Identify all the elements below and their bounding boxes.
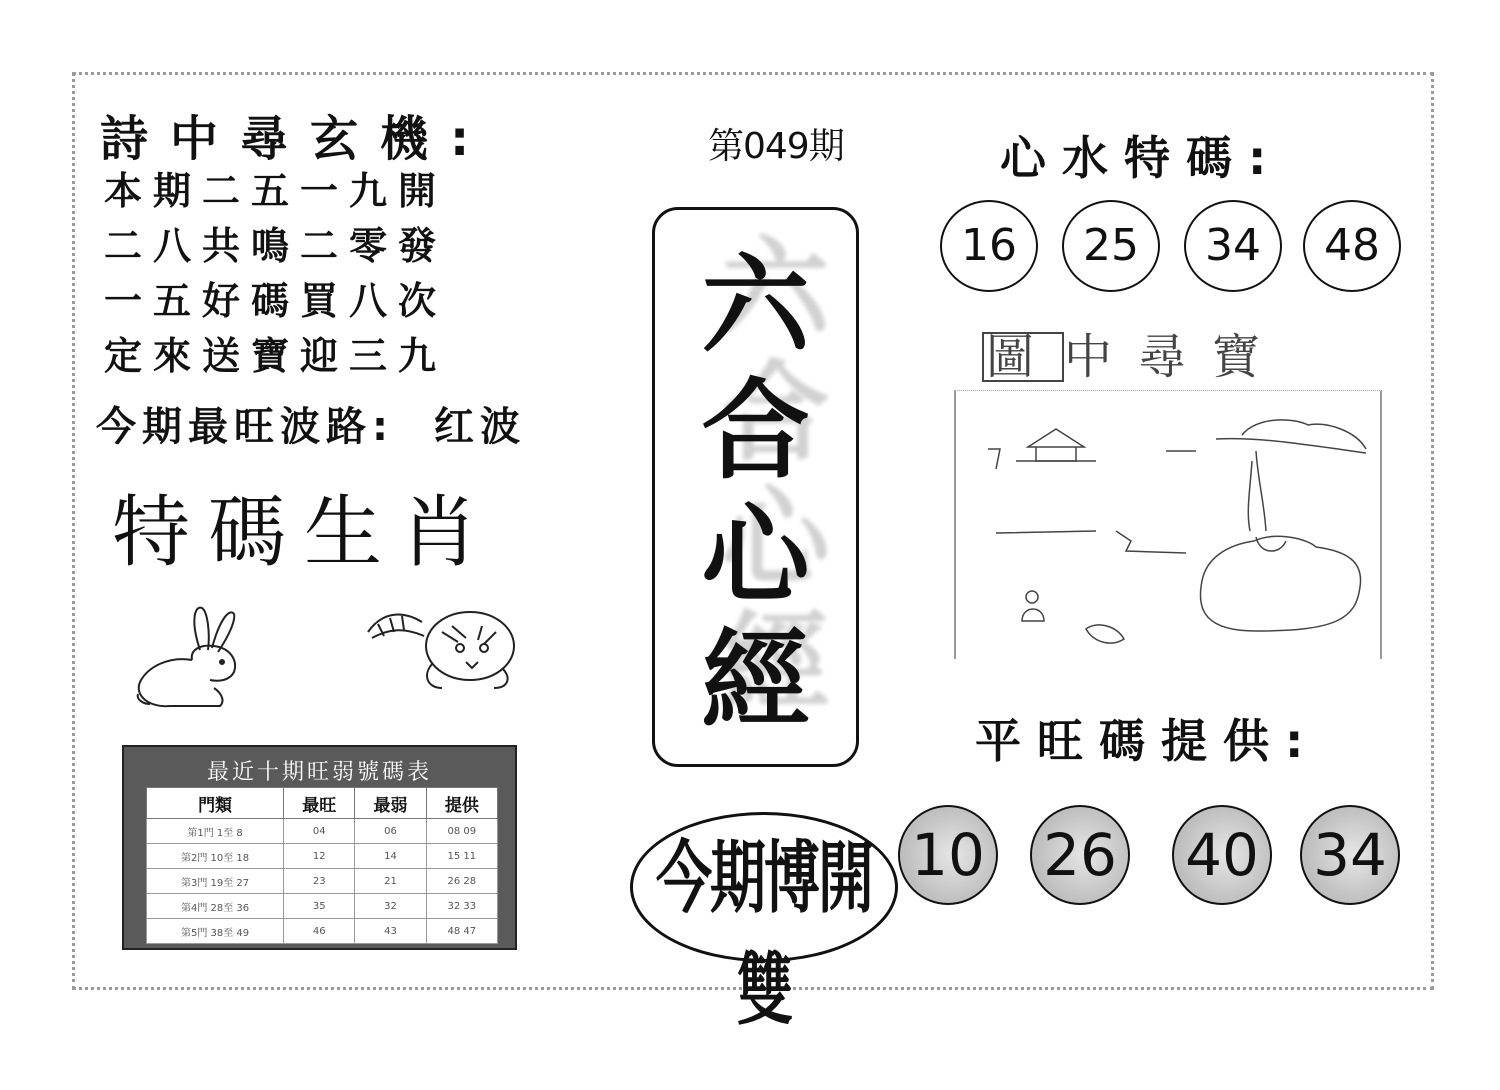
main-title: 六合心經 bbox=[701, 244, 810, 744]
poem-line: 本期二五一九開 bbox=[104, 168, 448, 213]
table-cell: 第5門 38至 49 bbox=[147, 919, 284, 944]
odd-even-text: 今期博開雙 bbox=[656, 833, 872, 1037]
tiger-icon bbox=[362, 602, 522, 694]
flat-number-ball: 10 bbox=[898, 805, 998, 905]
issue-number: 第049期 bbox=[708, 126, 844, 167]
poem-line: 一五好碼買八次 bbox=[104, 278, 448, 323]
poem-line: 二八共鳴二零發 bbox=[104, 223, 448, 268]
hot-wave-value: 红波 bbox=[434, 404, 526, 450]
table-cell: 第4門 28至 36 bbox=[147, 894, 284, 919]
flat-number-ball: 40 bbox=[1172, 805, 1272, 905]
stats-table bbox=[146, 787, 498, 944]
table-cell: 26 28 bbox=[426, 869, 497, 894]
table-header-row bbox=[147, 788, 498, 819]
table-cell: 第2門 10至 18 bbox=[147, 844, 284, 869]
map-title-first: 圖 bbox=[982, 332, 1064, 382]
table-cell: 32 33 bbox=[426, 894, 497, 919]
map-title bbox=[982, 318, 1286, 387]
special-number-ball: 48 bbox=[1303, 200, 1401, 292]
table-cell: 第1門 1至 8 bbox=[147, 819, 284, 844]
table-cell: 第3門 19至 27 bbox=[147, 869, 284, 894]
rabbit-icon bbox=[130, 600, 260, 715]
table-cell: 12 bbox=[284, 844, 355, 869]
table-cell: 35 bbox=[284, 894, 355, 919]
special-number-ball: 25 bbox=[1062, 200, 1160, 292]
title-box bbox=[652, 207, 859, 767]
table-cell: 21 bbox=[355, 869, 426, 894]
table-cell: 48 47 bbox=[426, 919, 497, 944]
poem-title: 詩中尋玄機: bbox=[100, 111, 492, 167]
hot-wave bbox=[96, 395, 526, 452]
table-header: 最弱 bbox=[355, 788, 426, 819]
table-row bbox=[147, 844, 498, 869]
table-cell: 08 09 bbox=[426, 819, 497, 844]
table-title: 最近十期旺弱號碼表 bbox=[206, 760, 432, 785]
flat-code-title: 平旺碼提供: bbox=[975, 714, 1320, 768]
map-title-rest: 中尋寶 bbox=[1064, 329, 1287, 385]
treasure-picture bbox=[954, 390, 1382, 659]
table-row bbox=[147, 869, 498, 894]
odd-even-oval bbox=[630, 812, 898, 1037]
table-cell: 43 bbox=[355, 919, 426, 944]
hot-wave-label: 今期最旺波路: bbox=[96, 404, 394, 450]
number-table bbox=[122, 745, 517, 950]
table-header: 提供 bbox=[426, 788, 497, 819]
table-row bbox=[147, 894, 498, 919]
table-cell: 46 bbox=[284, 919, 355, 944]
poem-line: 定來送寶迎三九 bbox=[104, 333, 448, 378]
table-row bbox=[147, 919, 498, 944]
table-cell: 04 bbox=[284, 819, 355, 844]
table-cell: 15 11 bbox=[426, 844, 497, 869]
special-title: 心水特碼: bbox=[1000, 131, 1283, 185]
table-cell: 06 bbox=[355, 819, 426, 844]
landscape-illustration bbox=[956, 391, 1380, 659]
special-number-ball: 16 bbox=[940, 200, 1038, 292]
table-cell: 14 bbox=[355, 844, 426, 869]
table-cell: 32 bbox=[355, 894, 426, 919]
special-number-ball: 34 bbox=[1184, 200, 1282, 292]
zodiac-title: 特碼生肖 bbox=[112, 488, 497, 578]
table-row bbox=[147, 819, 498, 844]
flat-number-ball: 34 bbox=[1300, 805, 1400, 905]
table-cell: 23 bbox=[284, 869, 355, 894]
table-header: 最旺 bbox=[284, 788, 355, 819]
flat-number-ball: 26 bbox=[1030, 805, 1130, 905]
table-header: 門類 bbox=[147, 788, 284, 819]
